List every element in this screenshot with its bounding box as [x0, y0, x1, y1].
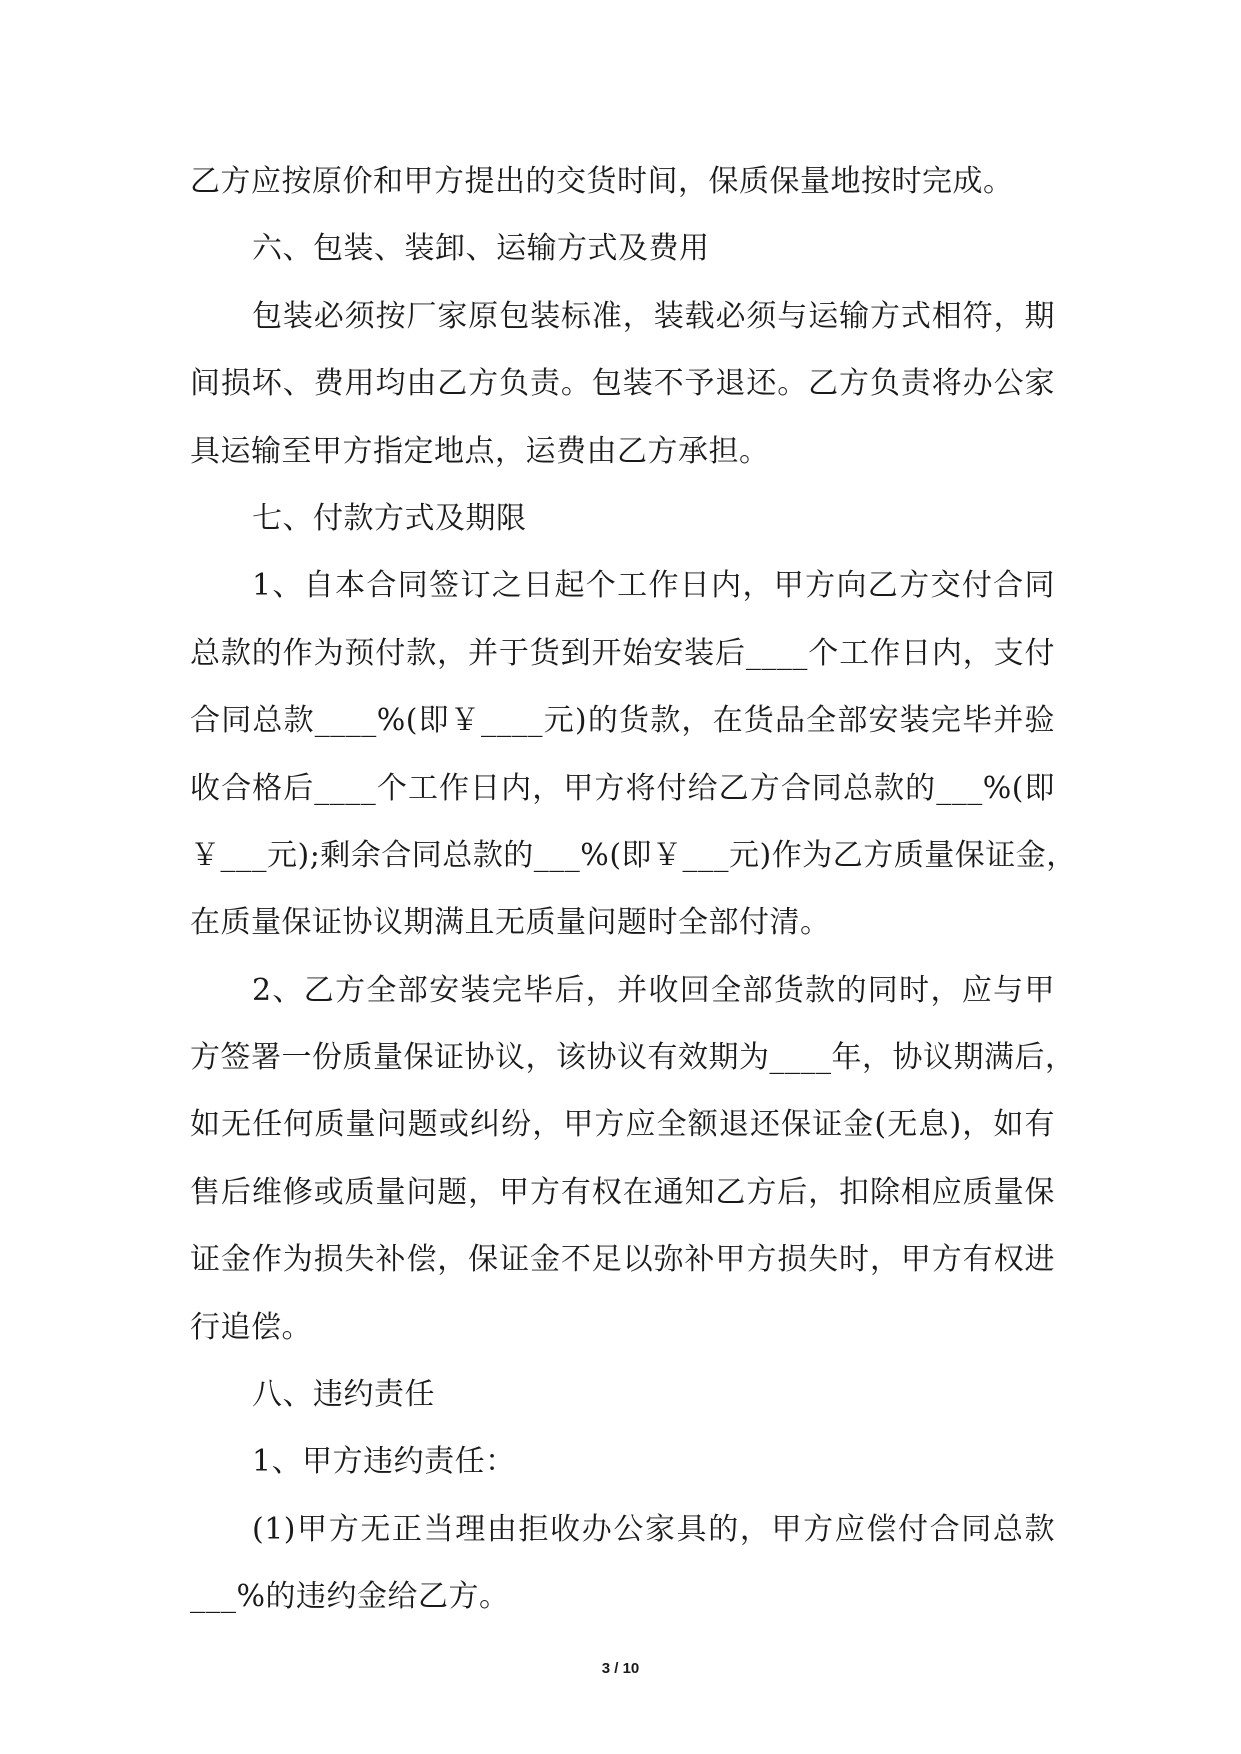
- text-line: 收合格后____个工作日内，甲方将付给乙方合同总款的___%(即: [190, 770, 1055, 806]
- page-number: 3 / 10: [601, 1660, 640, 1677]
- text-line: 1、自本合同签订之日起个工作日内，甲方向乙方交付合同: [252, 568, 1055, 604]
- text-line: 乙方应按原价和甲方提出的交货时间，保质保量地按时完成。: [190, 164, 1014, 199]
- text-line: 七、付款方式及期限: [252, 500, 527, 536]
- document-body: [190, 148, 1077, 1631]
- text-line: (1)甲方无正当理由拒收办公家具的，甲方应偿付合同总款: [252, 1511, 1055, 1547]
- text-line: 八、违约责任: [252, 1377, 435, 1413]
- text-line: 在质量保证协议期满且无质量问题时全部付清。: [190, 905, 831, 941]
- text-line: 售后维修或质量问题，甲方有权在通知乙方后，扣除相应质量保: [190, 1174, 1055, 1210]
- text-line: 方签署一份质量保证协议，该协议有效期为____年，协议期满后，: [190, 1040, 1076, 1076]
- text-line: 如无任何质量问题或纠纷，甲方应全额退还保证金(无息)，如有: [190, 1107, 1055, 1143]
- text-line: 合同总款____%(即￥____元)的货款，在货品全部安装完毕并验: [190, 703, 1055, 739]
- text-line: 1、甲方违约责任：: [252, 1444, 516, 1480]
- text-line: 具运输至甲方指定地点，运费由乙方承担。: [190, 433, 770, 469]
- text-line: 总款的作为预付款，并于货到开始安装后____个工作日内，支付: [190, 635, 1055, 671]
- text-line: ___%的违约金给乙方。: [190, 1579, 510, 1615]
- text-line: 行追偿。: [190, 1309, 312, 1345]
- text-line: ￥___元);剩余合同总款的___%(即￥___元)作为乙方质量保证金，: [190, 837, 1077, 873]
- text-line: 包装必须按厂家原包装标准，装载必须与运输方式相符，期: [252, 298, 1055, 334]
- text-line: 2、乙方全部安装完毕后，并收回全部货款的同时，应与甲: [252, 972, 1055, 1008]
- text-line: 间损坏、费用均由乙方负责。包装不予退还。乙方负责将办公家: [190, 366, 1055, 402]
- text-line: 证金作为损失补偿，保证金不足以弥补甲方损失时，甲方有权进: [190, 1242, 1055, 1278]
- text-line: 六、包装、装卸、运输方式及费用: [252, 231, 710, 267]
